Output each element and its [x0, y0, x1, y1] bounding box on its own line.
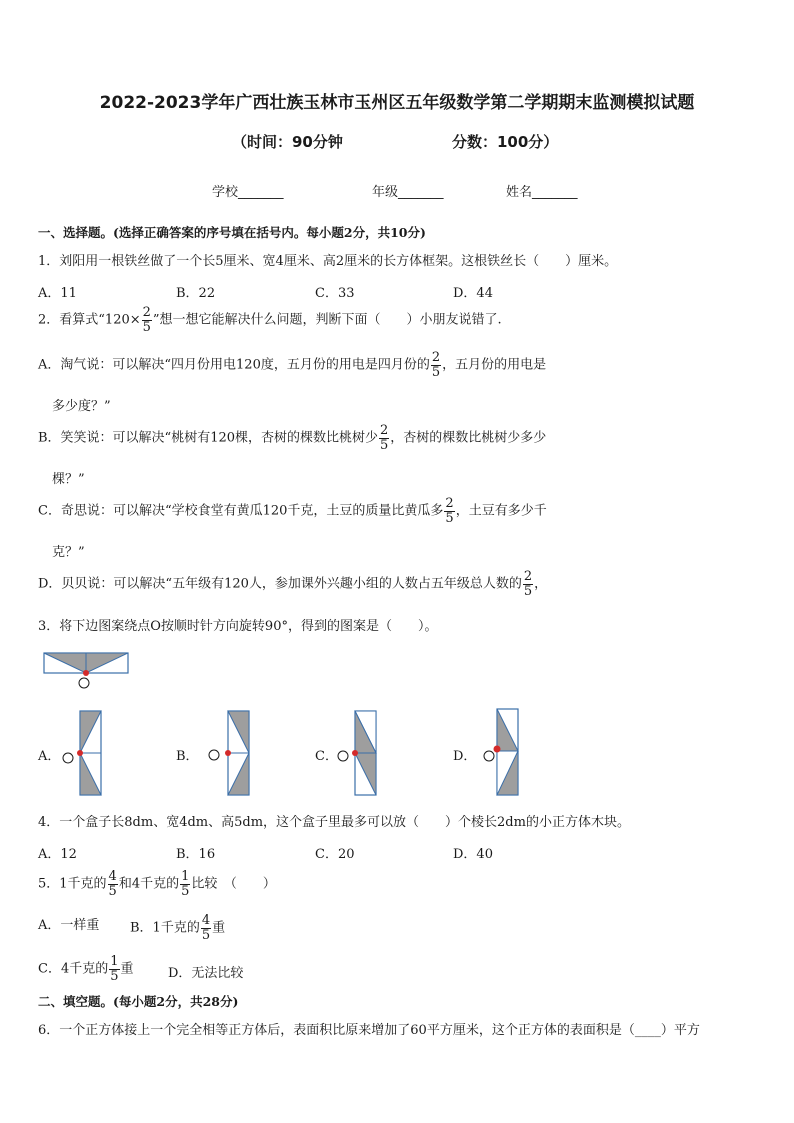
fraction: $\frac{2}{5}$: [523, 569, 533, 599]
q5-option-a[interactable]: A．一样重: [38, 918, 100, 933]
q1-option-a[interactable]: A．11: [38, 286, 77, 301]
q3-option-a-label[interactable]: A．: [38, 749, 61, 764]
q1-option-b[interactable]: B．22: [176, 286, 216, 301]
q4-option-d[interactable]: D．40: [453, 847, 493, 862]
exam-time: （时间：90分钟: [232, 133, 343, 151]
fraction: $\frac{2}{5}$: [380, 423, 389, 453]
section-2-heading: 二、填空题。(每小题2分，共28分): [38, 994, 239, 1009]
q2-option-b[interactable]: B．笑笑说：可以解决“桃树有120棵，杏树的棵数比桃树少 $\frac{2}{5}$ ，杏树的棵数比桃树少多少: [38, 423, 547, 453]
q5-option-d[interactable]: D．无法比较: [168, 966, 244, 981]
section-1-heading: 一、选择题。(选择正确答案的序号填在括号内。每小题2分，共10分): [38, 225, 426, 240]
q4-option-b[interactable]: B．16: [176, 847, 216, 862]
q2-option-a-cont: 多少度？”: [52, 399, 111, 414]
question-5: 5．1千克的 $\frac{4}{5}$ 和4千克的 $\frac{1}{5}$ 比较 （ ）: [38, 869, 276, 899]
q1-option-d[interactable]: D．44: [453, 286, 493, 301]
grade-field[interactable]: 年级_______: [372, 185, 444, 200]
exam-score: 分数：100分）: [452, 133, 559, 151]
q3-option-b-label[interactable]: B．: [176, 749, 199, 764]
q2-option-c-cont: 克？”: [52, 545, 85, 560]
fraction: $\frac{2}{5}$: [142, 305, 151, 335]
question-1: 1．刘阳用一根铁丝做了一个长5厘米、宽4厘米、高2厘米的长方体框架。这根铁丝长（ ）厘米。: [38, 254, 618, 269]
q3-option-d-label[interactable]: D．: [453, 749, 477, 764]
q3-option-c-label[interactable]: C．: [315, 749, 338, 764]
question-6: 6．一个正方体接上一个完全相等正方体后，表面积比原来增加了60平方厘米，这个正方体的表面积是（____）平方: [38, 1023, 700, 1038]
fraction: $\frac{4}{5}$: [108, 869, 117, 899]
q2-option-b-cont: 棵？”: [52, 472, 85, 487]
exam-title: 2022-2023学年广西壮族玉林市玉州区五年级数学第二学期期末监测模拟试题: [99, 93, 695, 113]
question-2: 2．看算式“120× $\frac{2}{5}$ ”想一想它能解决什么问题，判断下面（ ）小朋友说错了.: [38, 305, 502, 335]
fraction: $\frac{1}{5}$: [181, 869, 190, 899]
fraction: $\frac{2}{5}$: [445, 496, 454, 526]
q1-option-c[interactable]: C．33: [315, 286, 355, 301]
q5-option-b[interactable]: B．1千克的 $\frac{4}{5}$ 重: [130, 913, 226, 943]
fraction: $\frac{4}{5}$: [201, 913, 211, 943]
q2-option-c[interactable]: C．奇思说：可以解决“学校食堂有黄瓜120千克，土豆的质量比黄瓜多 $\frac{2}{5}$ ，土豆有多少千: [38, 496, 547, 526]
question-3: 3．将下边图案绕点O按顺时针方向旋转90°，得到的图案是（ ）。: [38, 619, 438, 634]
q5-option-c[interactable]: C．4千克的 $\frac{1}{5}$ 重: [38, 954, 134, 984]
fraction: $\frac{1}{5}$: [110, 954, 119, 984]
school-field[interactable]: 学校_______: [212, 185, 284, 200]
q2-option-d[interactable]: D．贝贝说：可以解决“五年级有120人，参加课外兴趣小组的人数占五年级总人数的 $\frac{2}{5}$ ，: [38, 569, 548, 599]
question-4: 4．一个盒子长8dm、宽4dm、高5dm，这个盒子里最多可以放（ ）个棱长2dm的小正方体木块。: [38, 815, 630, 830]
q2-option-a[interactable]: A．淘气说：可以解决“四月份用电120度，五月份的用电是四月份的 $\frac{2}{5}$ ，五月份的用电是: [38, 350, 547, 380]
q4-option-a[interactable]: A．12: [38, 847, 77, 862]
name-field[interactable]: 姓名_______: [506, 185, 578, 200]
q4-option-c[interactable]: C．20: [315, 847, 355, 862]
fraction: $\frac{2}{5}$: [431, 350, 441, 380]
